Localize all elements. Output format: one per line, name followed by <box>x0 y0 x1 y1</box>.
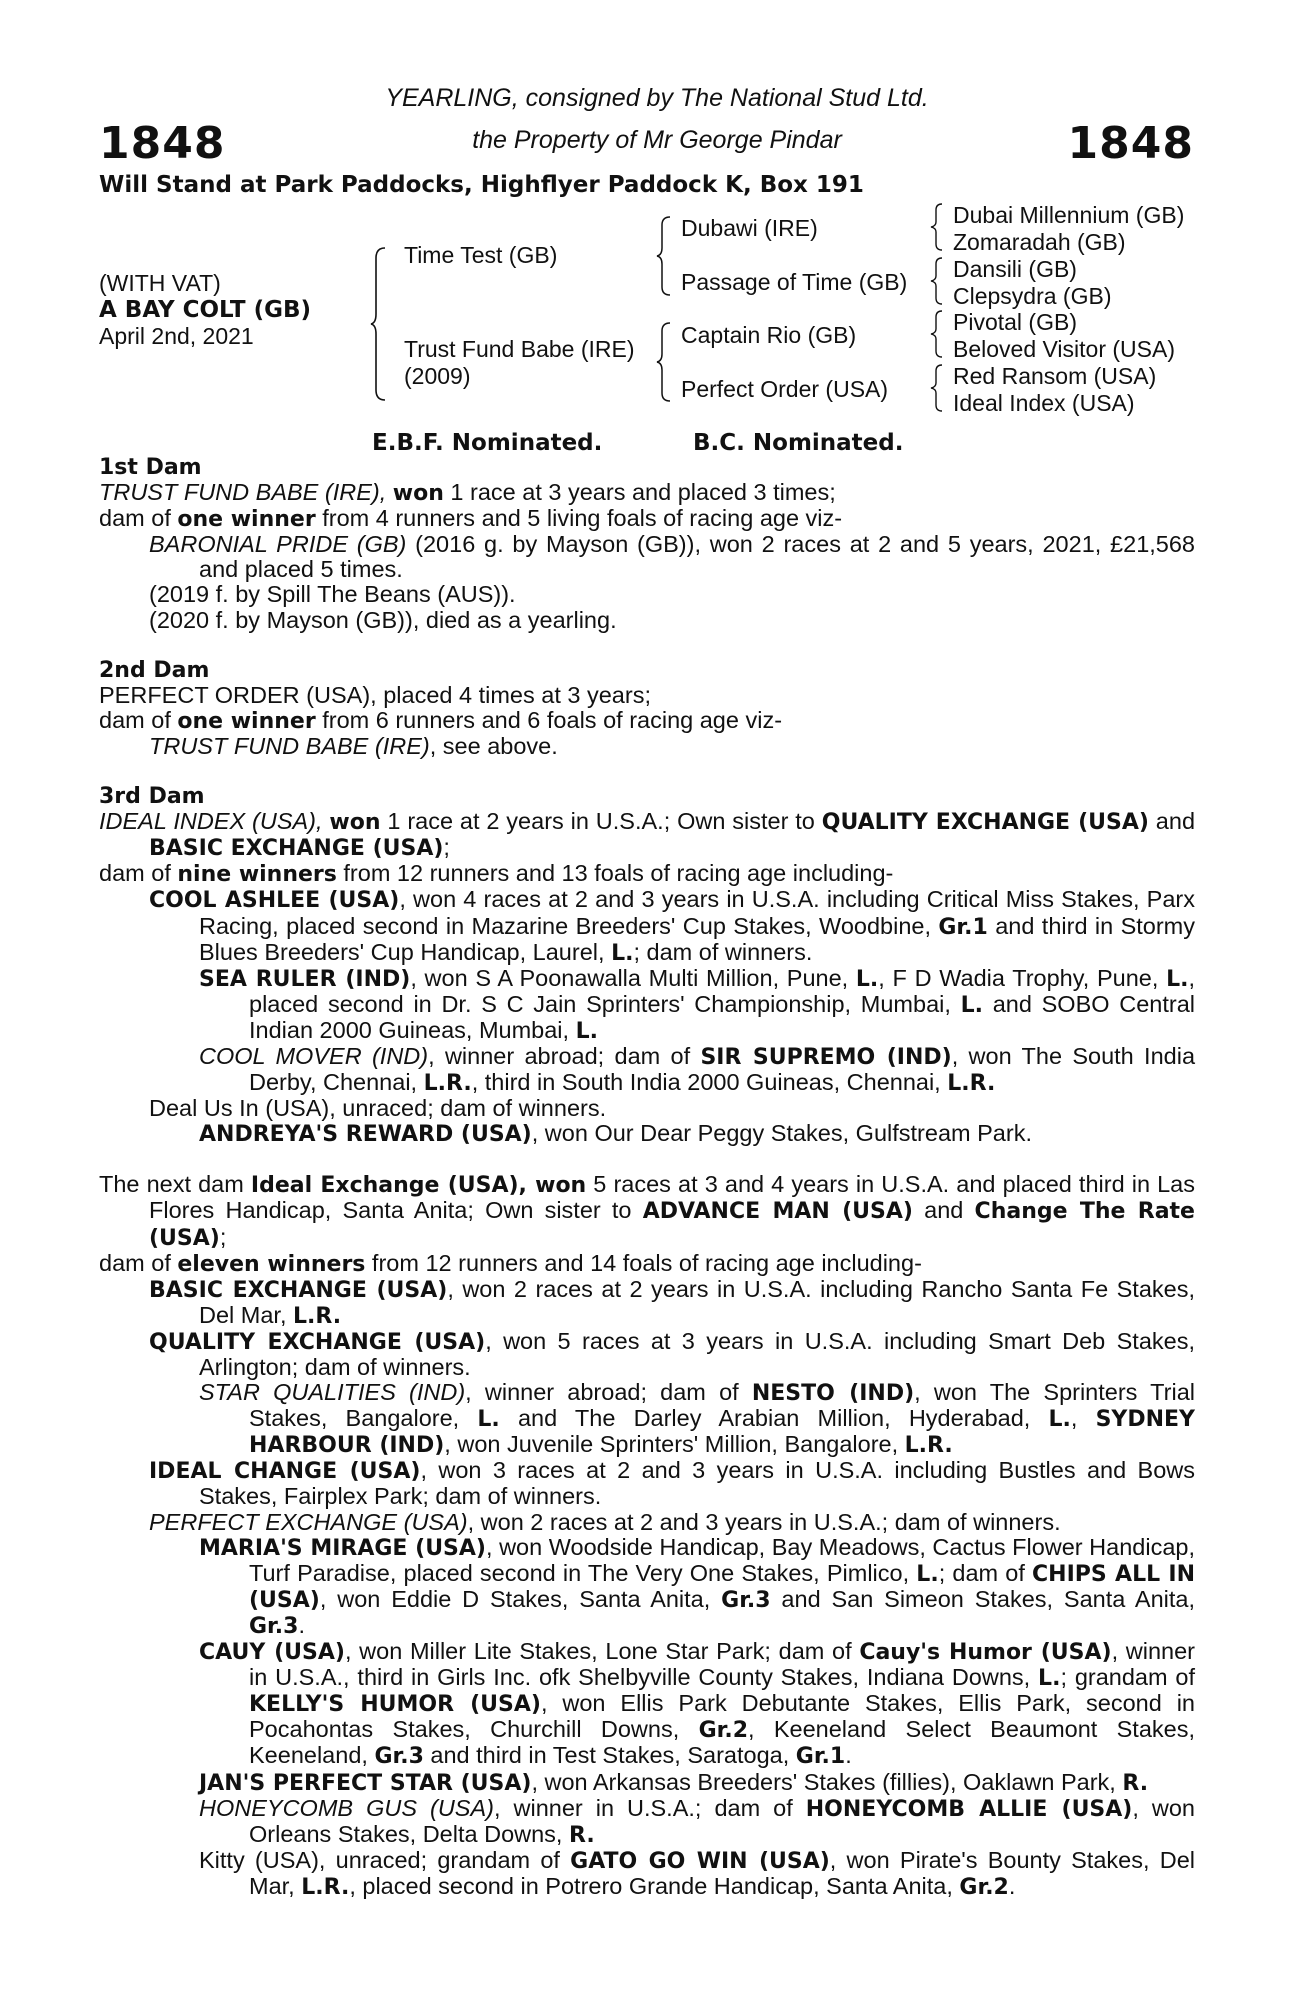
pedigree-brace-g3 <box>930 309 944 359</box>
g-dansili: Dansili (GB) <box>953 256 1077 282</box>
pedigree-brace-dam <box>656 321 672 403</box>
produce-deal-us-in: Deal Us In (USA), unraced; dam of winners. <box>149 1095 607 1122</box>
produce-2019: (2019 f. by Spill The Beans (AUS)). <box>149 581 516 608</box>
produce-kitty: Kitty (USA), unraced; grandam of GATO GO WIN (USA), won Pirate's Bounty Stakes, Del Mar, L.R., placed second in Potrero Grande Handicap, Santa Anita, Gr.2. <box>199 1846 1195 1900</box>
next-dam-produce: dam of eleven winners from 12 runners and 14 foals of racing age including- <box>99 1249 922 1277</box>
vat-note: (WITH VAT) <box>99 270 221 296</box>
sire: Time Test (GB) <box>404 242 558 268</box>
produce-baronial-pride: BARONIAL PRIDE (GB) (2016 g. by Mayson (GB)), won 2 races at 2 and 5 years, 2021, £21,568 and placed 5 times. <box>149 531 1196 583</box>
dam1-summary: TRUST FUND BABE (IRE), won 1 race at 3 years and placed 3 times; <box>99 479 836 507</box>
produce-cool-mover: COOL MOVER (IND), winner abroad; dam of SIR SUPREMO (IND), won The South India Derby, Chennai, L.R., third in South India 2000 Guineas, Chennai, L.R. <box>199 1042 1196 1097</box>
pedigree-brace-g2 <box>930 256 944 306</box>
g-pivotal: Pivotal (GB) <box>953 309 1077 335</box>
lot-number-right: 1848 <box>1067 118 1194 169</box>
g-ideal-index: Ideal Index (USA) <box>953 390 1135 416</box>
produce-trust-fund-babe: TRUST FUND BABE (IRE), see above. <box>149 732 558 759</box>
dam1-produce: dam of one winner from 4 runners and 5 living foals of racing age viz- <box>99 505 843 533</box>
pedigree-brace-sire <box>656 215 672 297</box>
dam: Trust Fund Babe (IRE) <box>404 336 635 362</box>
pedigree-brace-g4 <box>930 363 944 413</box>
produce-perfect-exchange: PERFECT EXCHANGE (USA), won 2 races at 2 and 3 years in U.S.A.; dam of winners. <box>149 1508 1061 1535</box>
ebf-nomination: E.B.F. Nominated. <box>372 430 603 456</box>
g-clepsydra: Clepsydra (GB) <box>953 283 1112 309</box>
produce-cauy: CAUY (USA), won Miller Lite Stakes, Lone Star Park; dam of Cauy's Humor (USA), winner in U.S.A., third in Girls Inc. ofk Shelbyville County Stakes, Indiana Downs, L.; grandam of KELLY'S HUMOR (USA), won Ellis Park Debutante Stakes, Ellis Park, second in Pocahontas Stakes, Churchill Downs, Gr.2, Keeneland Select Beaumont Stakes, Keeneland, Gr.3 and third in Test Stakes, Saratoga, Gr.1. <box>199 1638 1196 1770</box>
sire-dam: Passage of Time (GB) <box>681 269 908 295</box>
consignor-line: YEARLING, consigned by The National Stud Ltd. <box>385 84 929 112</box>
dam-year: (2009) <box>404 363 471 389</box>
lot-number-left: 1848 <box>99 118 226 169</box>
produce-2020: (2020 f. by Mayson (GB)), died as a yearling. <box>149 606 617 633</box>
section-2nd-dam: 2nd Dam <box>99 657 210 683</box>
produce-quality-exchange: QUALITY EXCHANGE (USA), won 5 races at 3 years in U.S.A. including Smart Deb Stakes, Arlington; dam of winners. <box>149 1327 1195 1380</box>
produce-marias-mirage: MARIA'S MIRAGE (USA), won Woodside Handicap, Bay Meadows, Cactus Flower Handicap, Turf Paradise, placed second in The Very One Stakes, Pimlico, L.; dam of CHIPS ALL IN (USA), won Eddie D Stakes, Santa Anita, Gr.3 and San Simeon Stakes, Santa Anita, Gr.3. <box>199 1533 1195 1639</box>
stand-location: Will Stand at Park Paddocks, Highflyer Paddock K, Box 191 <box>99 172 864 198</box>
g-beloved-visitor: Beloved Visitor (USA) <box>953 336 1175 362</box>
produce-star-qualities: STAR QUALITIES (IND), winner abroad; dam of NESTO (IND), won The Sprinters Trial Stakes, Bangalore, L. and The Darley Arabian Million, Hyderabad, L., SYDNEY HARBOUR (IND), won Juvenile Sprinters' Million, Bangalore, L.R. <box>199 1379 1195 1459</box>
horse-name: A BAY COLT (GB) <box>99 297 312 323</box>
produce-basic-exchange: BASIC EXCHANGE (USA), won 2 races at 2 years in U.S.A. including Rancho Santa Fe Stakes, Del Mar, L.R. <box>149 1275 1196 1329</box>
catalogue-body <box>99 455 1195 1900</box>
dam3-produce: dam of nine winners from 12 runners and 13 foals of racing age including- <box>99 860 894 888</box>
dam-dam: Perfect Order (USA) <box>681 376 889 402</box>
g-zomaradah: Zomaradah (GB) <box>953 229 1126 255</box>
property-line: the Property of Mr George Pindar <box>472 126 842 154</box>
dam-sire: Captain Rio (GB) <box>681 322 857 348</box>
produce-jans-perfect-star: JAN'S PERFECT STAR (USA), won Arkansas Breeders' Stakes (fillies), Oaklawn Park, R. <box>199 1768 1149 1796</box>
pedigree-brace-g1 <box>930 202 944 252</box>
produce-honeycomb-gus: HONEYCOMB GUS (USA), winner in U.S.A.; dam of HONEYCOMB ALLIE (USA), won Orleans Stakes, Delta Downs, R. <box>199 1794 1195 1848</box>
dam2-produce: dam of one winner from 6 runners and 6 foals of racing age viz- <box>99 706 783 734</box>
g-red-ransom: Red Ransom (USA) <box>953 363 1157 389</box>
g-dubai-millennium: Dubai Millennium (GB) <box>953 202 1185 228</box>
next-dam-summary: The next dam Ideal Exchange (USA), won 5 races at 3 and 4 years in U.S.A. and placed third in Las Flores Handicap, Santa Anita; Own sister to ADVANCE MAN (USA) and Change The Rate (USA); <box>99 1171 1195 1251</box>
section-3rd-dam: 3rd Dam <box>99 784 205 810</box>
dam3-summary: IDEAL INDEX (USA), won 1 race at 2 years in U.S.A.; Own sister to QUALITY EXCHANGE (USA) and BASIC EXCHANGE (USA); <box>99 808 1196 862</box>
sire-sire: Dubawi (IRE) <box>681 215 818 241</box>
bc-nomination: B.C. Nominated. <box>693 430 904 456</box>
produce-sea-ruler: SEA RULER (IND), won S A Poonawalla Multi Million, Pune, L., F D Wadia Trophy, Pune, L., placed second in Dr. S C Jain Sprinters' Championship, Mumbai, L. and SOBO Central Indian 2000 Guineas, Mumbai, L. <box>199 964 1195 1044</box>
produce-cool-ashlee: COOL ASHLEE (USA), won 4 races at 2 and 3 years in U.S.A. including Critical Miss Stakes, Parx Racing, placed second in Mazarine Breeders' Cup Stakes, Woodbine, Gr.1 and third in Stormy Blues Breeders' Cup Handicap, Laurel, L.; dam of winners. <box>149 886 1195 966</box>
section-1st-dam: 1st Dam <box>99 455 202 480</box>
horse-dob: April 2nd, 2021 <box>99 323 254 349</box>
pedigree-brace-main <box>370 246 388 402</box>
produce-ideal-change: IDEAL CHANGE (USA), won 3 races at 2 and 3 years in U.S.A. including Bustles and Bows Stakes, Fairplex Park; dam of winners. <box>149 1457 1196 1510</box>
produce-andreyas-reward: ANDREYA'S REWARD (USA), won Our Dear Peggy Stakes, Gulfstream Park. <box>199 1120 1032 1148</box>
dam2-summary: PERFECT ORDER (USA), placed 4 times at 3 years; <box>99 681 651 708</box>
